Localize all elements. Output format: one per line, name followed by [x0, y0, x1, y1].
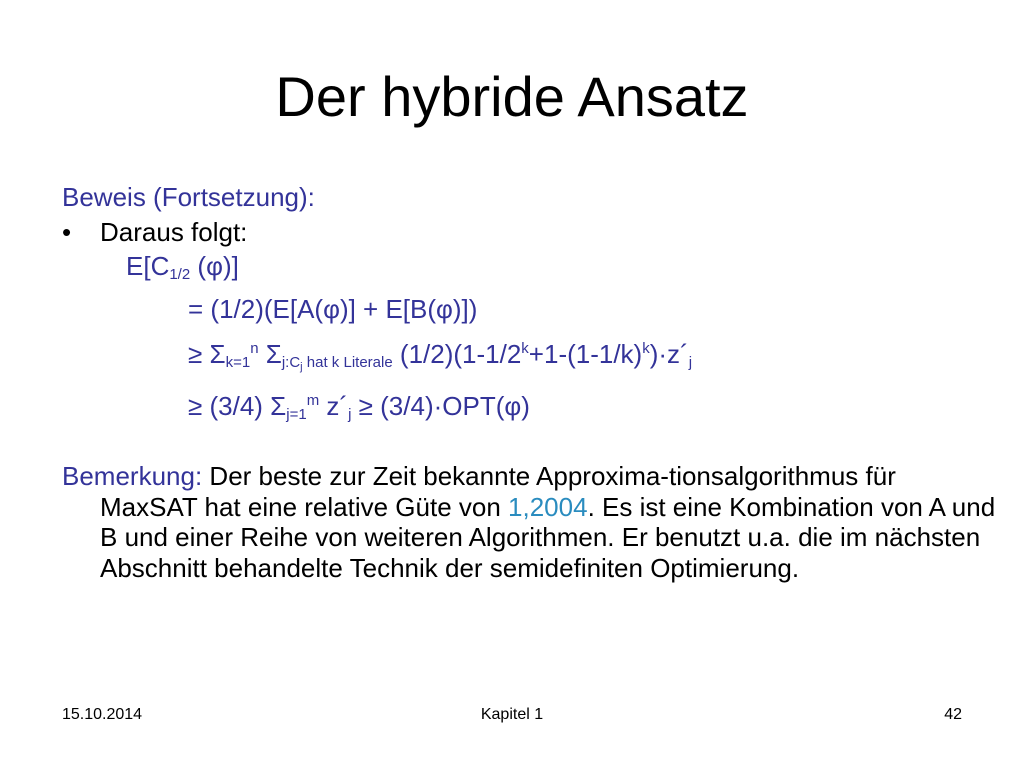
remark-text-2: . Es ist eine Kombination von A und B und einer Reihe von weiteren Algorithmen. Er benutzt u.a. die im nächsten Abschnitt behandelte Technik der semidefiniten Optimierung. [100, 491, 996, 583]
remark-label: Bemerkung: [62, 461, 203, 491]
eq3-body-3: )·z´ [649, 339, 689, 369]
eq3-body-2: +1-(1-1/k) [528, 339, 643, 369]
eq3-sub-2a: j:C [281, 354, 301, 371]
eq4-part-b: z´ [319, 391, 349, 421]
eq3-ge-sigma: ≥ Σ [188, 339, 226, 369]
eq4-part-c: ≥ (3/4)·OPT(φ) [351, 391, 530, 421]
slide-title: Der hybride Ansatz [275, 65, 749, 128]
eq3-body-1: (1/2)(1-1/2 [392, 339, 522, 369]
eq1-subscript: 1/2 [169, 266, 191, 283]
equation-line-4 [188, 390, 530, 422]
bullet-symbol: • [62, 217, 72, 247]
bullet-text: Daraus folgt: [100, 217, 248, 247]
eq3-sup-3: k [642, 340, 650, 357]
footer-page-number: 42 [944, 706, 962, 723]
footer-date: 15.10.2014 [62, 706, 143, 723]
equation-line-3 [188, 338, 693, 373]
eq4-sup-1: m [306, 392, 320, 409]
proof-heading: Beweis (Fortsetzung): [62, 182, 315, 212]
equation-line-1 [126, 250, 239, 282]
eq4-sub-1: j=1 [286, 406, 307, 423]
eq3-sub-3: j [688, 354, 693, 371]
eq3-sigma-2: Σ [258, 339, 282, 369]
eq3-sup-2: k [521, 340, 529, 357]
equation-line-2: = (1/2)(E[A(φ)] + E[B(φ)]) [188, 294, 478, 324]
remark-paragraph [62, 461, 1000, 583]
remark-text-1: Der beste zur Zeit bekannte Approxima-tionsalgorithmus für MaxSAT hat eine relative Güte von [100, 461, 896, 522]
eq1-part-b: (φ)] [190, 251, 239, 281]
remark-value: 1,2004 [508, 491, 588, 522]
footer-chapter: Kapitel 1 [480, 706, 544, 723]
eq1-part-a: E[C [126, 251, 170, 281]
eq3-sub-2c: hat k Literale [302, 354, 393, 371]
eq4-part-a: ≥ (3/4) Σ [188, 391, 287, 421]
eq3-sup-1: n [250, 340, 259, 357]
eq3-sub-2 [282, 354, 393, 371]
eq4-sub-2: j [348, 406, 352, 423]
eq3-sub-1: k=1 [225, 354, 251, 371]
eq3-sub-2b: j [300, 361, 303, 373]
